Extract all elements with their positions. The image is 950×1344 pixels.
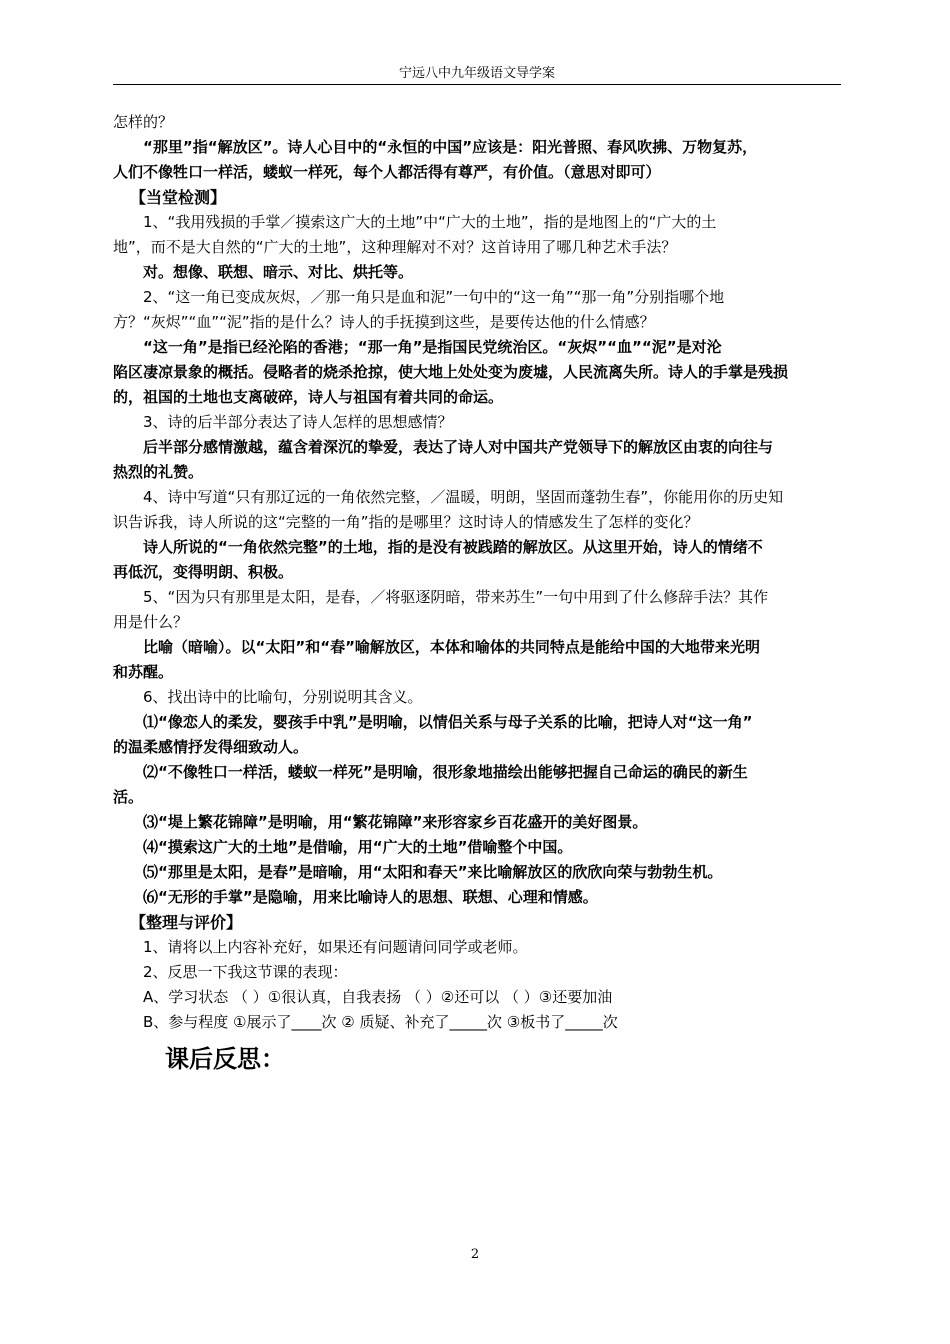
self-evaluation-line: A、学习状态 （ ）①很认真，自我表扬 （ ）②还可以 （ ）③还要加油 (143, 988, 613, 1006)
answer-text: 的温柔感情抒发得细致动人。 (113, 738, 309, 756)
answer-text: ⑷“摸索这广大的土地”是借喻，用“广大的土地”借喻整个中国。 (143, 838, 573, 856)
header-rule (113, 84, 841, 85)
answer-text: ⑸“那里是太阳，是春”是暗喻，用“太阳和春天”来比喻解放区的欣欣向荣与勃勃生机。 (143, 863, 723, 881)
answer-text: 再低沉，变得明朗、积极。 (113, 563, 294, 581)
answer-text: “这一角”是指已经沦陷的香港；“那一角”是指国民党统治区。“灰烬”“血”“泥”是对沦 (143, 338, 722, 356)
section-heading: 【当堂检测】 (130, 188, 227, 207)
question-text: 3、诗的后半部分表达了诗人怎样的思想感情？ (143, 413, 453, 431)
answer-text: 对。想像、联想、暗示、对比、烘托等。 (143, 263, 414, 281)
answer-text: 人们不像牲口一样活，蝼蚁一样死，每个人都活得有尊严，有价值。（意思对即可） (113, 163, 661, 181)
self-evaluation-line: B、参与程度 ①展示了____次 ② 质疑、补充了_____次 ③板书了_____次 (143, 1013, 618, 1031)
answer-text: 后半部分感情激越，蕴含着深沉的挚爱，表达了诗人对中国共产党领导下的解放区由衷的向往与 (143, 438, 774, 456)
question-text: 怎样的？ (113, 113, 174, 131)
answer-text: 活。 (113, 788, 144, 806)
answer-text: 陷区凄凉景象的概括。侵略者的烧杀抢掠，使大地上处处变为废墟，人民流离失所。诗人的手掌是残损 (113, 363, 789, 381)
answer-text: 比喻（暗喻）。以“太阳”和“春”喻解放区，本体和喻体的共同特点是能给中国的大地带来光明 (143, 638, 760, 656)
answer-text: ⑴“像恋人的柔发，婴孩手中乳”是明喻，以情侣关系与母子关系的比喻，把诗人对“这一角” (143, 713, 753, 731)
answer-text: 热烈的礼赞。 (113, 463, 204, 481)
question-text: 2、“这一角已变成灰烬，／那一角只是血和泥”一句中的“这一角”“那一角”分别指哪个地 (143, 288, 725, 306)
question-text: 6、找出诗中的比喻句，分别说明其含义。 (143, 688, 423, 706)
page-number: 2 (470, 1247, 480, 1262)
question-text: 方？“灰烬”“血”“泥”指的是什么？诗人的手抚摸到这些，是要传达他的什么情感？ (113, 313, 655, 331)
answer-text: 的，祖国的土地也支离破碎，诗人与祖国有着共同的命运。 (113, 388, 504, 406)
answer-text: ⑶“堤上繁花锦障”是明喻，用“繁花锦障”来形容家乡百花盛开的美好图景。 (143, 813, 648, 831)
question-text: 1、“我用残损的手掌／摸索这广大的土地”中“广大的土地”，指的是地图上的“广大的土 (143, 213, 717, 231)
page-header: 宁远八中九年级语文导学案 (398, 66, 555, 81)
answer-text: “那里”指“解放区”。诗人心目中的“永恒的中国”应该是：阳光普照、春风吹拂、万物复苏， (143, 138, 758, 156)
answer-text: 诗人所说的“一角依然完整”的土地，指的是没有被践踏的解放区。从这里开始，诗人的情绪不 (143, 538, 763, 556)
instruction-text: 2、反思一下我这节课的表现： (143, 963, 348, 981)
answer-text: ⑵“不像牲口一样活，蝼蚁一样死”是明喻，很形象地描绘出能够把握自己命运的确民的新生 (143, 763, 748, 781)
answer-text: ⑹“无形的手掌”是隐喻，用来比喻诗人的思想、联想、心理和情感。 (143, 888, 598, 906)
question-text: 地”，而不是大自然的“广大的土地”，这种理解对不对？这首诗用了哪几种艺术手法？ (113, 238, 677, 256)
question-text: 用是什么？ (113, 613, 189, 631)
reflection-heading: 课后反思： (165, 1045, 285, 1073)
instruction-text: 1、请将以上内容补充好，如果还有问题请问同学或老师。 (143, 938, 528, 956)
question-text: 4、诗中写道“只有那辽远的一角依然完整，／温暖，明朗，坚固而蓬勃生春”，你能用你的历史知 (143, 488, 784, 506)
document-body (113, 110, 841, 1035)
question-text: 5、“因为只有那里是太阳，是春，／将驱逐阴暗，带来苏生”一句中用到了什么修辞手法？其作 (143, 588, 769, 606)
question-text: 识告诉我，诗人所说的这“完整的一角”指的是哪里？这时诗人的情感发生了怎样的变化？ (113, 513, 699, 531)
section-heading: 【整理与评价】 (130, 913, 243, 932)
answer-text: 和苏醒。 (113, 663, 174, 681)
